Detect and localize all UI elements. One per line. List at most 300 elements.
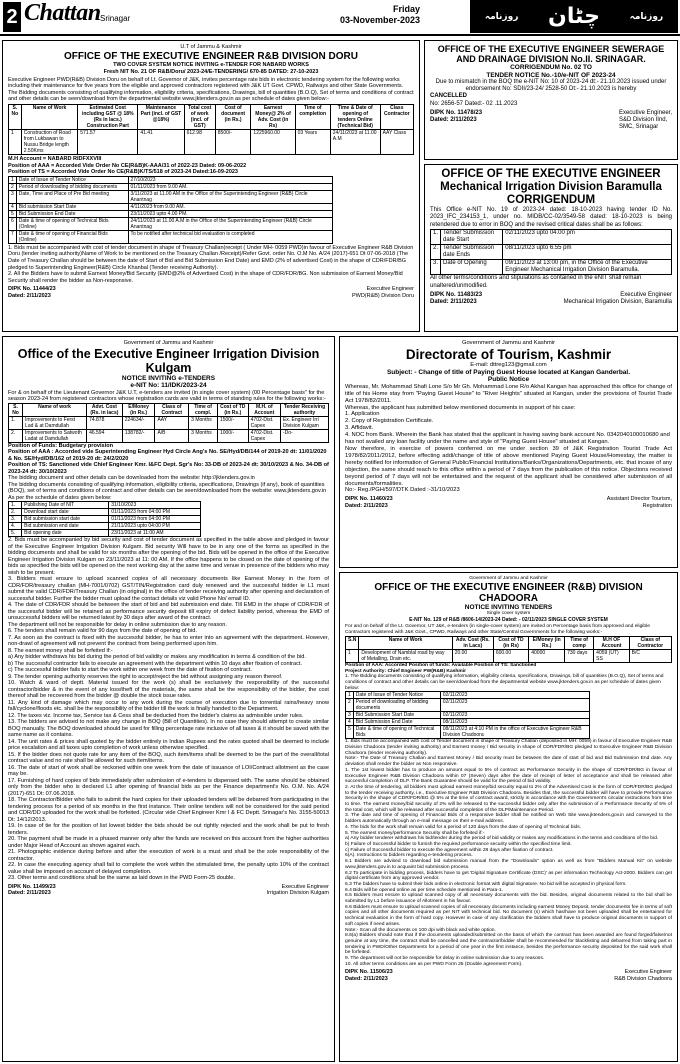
ad4-sign2: Irrigation Division Kulgam	[266, 890, 329, 896]
cell: 4702-Dist. Capex	[248, 429, 280, 442]
cell: 600.00	[493, 649, 528, 662]
th: Cost of document (in Rs.)	[215, 104, 251, 129]
urdu-title: چٹان	[548, 4, 600, 29]
cell: -Do-	[280, 429, 328, 442]
table-row	[9, 217, 333, 230]
cell: 6	[9, 217, 17, 230]
condition: Note:- Scan all the documents on 100 dpi with black and white option.	[345, 927, 496, 933]
cell: Date & time of opening of Technical Bids	[353, 726, 440, 739]
ad6-schedule-table	[345, 691, 590, 739]
cell: Construction of Road from Lukbawan to Nussu Bridge length 2.50Kms	[21, 129, 77, 154]
ad3-subtitle: CORRIGENDUM	[506, 194, 596, 206]
th: Name of Work	[21, 104, 77, 129]
ad6-signature	[345, 969, 672, 982]
table-row	[9, 176, 333, 183]
th: S.N	[346, 636, 359, 649]
cell: Improvements to Ferst Lad & at Damdullah	[23, 416, 87, 429]
table-header	[346, 636, 672, 649]
ad2-body: Due to mismatch in the BOQ the e-NIT No: 10 of 2023-24 dt:- 21.10.2023 issued under endorsement No: SDII/23-24/ 2528-50 Dt:- 21.10.2023 is hereby	[435, 79, 667, 93]
cell: 02/11/2023	[440, 699, 590, 712]
cell: 24/11/2023 at 11.00 A.M in the Office of the Superintending Engineer (R&B) Circle Anantnag	[128, 217, 332, 230]
ad-irrigation-kulgam	[2, 336, 335, 1062]
th: M.H. of Account	[248, 403, 280, 416]
cell: 8500/-	[215, 129, 251, 154]
ad1-aaa: Position of AAA = Accorded Vide Order No CE(R&B)K-AAA/31 of 2022-23 Dated: 09-06-2022	[8, 162, 247, 169]
table-row	[346, 649, 672, 662]
ad4-govt: Government of Jammu and Kashmir	[123, 340, 214, 346]
ad4-dated: Dated: 2/11/2023	[8, 890, 51, 896]
urdu-masthead	[470, 0, 678, 33]
cell: 23/11/2023 upto 4.00 PM.	[128, 210, 332, 217]
ad3-dipk: DIPK No. 11483/23	[430, 292, 483, 299]
masthead	[0, 0, 680, 34]
cell: 5	[346, 726, 354, 739]
list-item: 3. Affidavit.	[345, 425, 374, 432]
cell: 1000/-	[217, 429, 248, 442]
ad1-schedule-table	[8, 176, 333, 244]
ad3-sign2: Mechanical Irrigation Division, Baramulla	[563, 299, 672, 306]
ad3-title: OFFICE OF THE EXECUTIVE ENGINEER Mechanical Irrigation Division Baramulla	[440, 168, 662, 193]
list-item: 2. Copy of Registration Certificate.	[345, 418, 434, 425]
cell: 24/11/2023 at 11.00 A.M	[330, 129, 380, 154]
th: Total cost of work (incl. of GST)	[184, 104, 215, 129]
date: 03-November-2023	[339, 15, 420, 25]
ad3-dates-table	[430, 229, 672, 275]
cell: 612.98	[184, 129, 215, 154]
ad1-subtitle: TWO COVER SYSTEM NOTICE INVITING e-TENDER FOR NABARD WORKS	[113, 61, 309, 68]
cell: 3 Months	[189, 416, 218, 429]
date-block	[300, 4, 420, 26]
table-row	[431, 260, 672, 275]
ad1-title: OFFICE OF THE EXECUTIVE ENGINEER R&B DIVISION DORU	[64, 50, 358, 62]
urdu-sub: روزنامہ	[484, 11, 519, 22]
condition: 8. The earnest money shall be forfeited if:-	[8, 647, 113, 654]
cell: 3.	[431, 260, 441, 275]
th: S. No	[9, 403, 23, 416]
cell: 2	[9, 183, 17, 190]
cell: 3	[9, 190, 17, 203]
cell: Period of downloading of bidding documents	[16, 183, 128, 190]
condition: 1. The 1st lowest bidder has to produce an amount equal to 5% of contract as Performance Security in the shape of CDR/FDR/BG in favour of Executive Engineer R&B Division Chadoora within 07 (Seven) days after the date of receipt of letter of acceptance and shall be released after successful completion of DLP. The Bank Guarantee should be valid for the period of bid validity.	[345, 767, 672, 785]
cell: 03 Years	[295, 129, 330, 154]
ad5-govt: Government of Jammu and Kashmir	[461, 340, 556, 346]
th: Name of Work	[359, 636, 452, 649]
cell: 08/11/2023 upto 6.55 pm	[503, 245, 672, 260]
cell: 21/11/2023 upto 04:00 PM	[109, 523, 200, 530]
table-row	[346, 699, 590, 712]
condition: 4. The date of CDR/FDR should be between the start of bid and bid submission end date. Till EMD in the shape of CDR/FDR of the successful bidder will be retained as performance security deposit till expiry of defect liability period, whereas the EMD of unsuccessful bidders will be returned latest by 30 days after award of the contract.	[8, 602, 329, 621]
condition: 20. The payment shall be made in a phased manner only after the funds are received on this account from the higher authorities under Major Head of Account as shown against each.	[8, 836, 329, 849]
cell: 1	[9, 129, 22, 154]
th: Cost of TD (in Rs)	[493, 636, 528, 649]
table-row	[346, 719, 590, 726]
condition: 6.1 Bidders are advised to download bid submission manual from the "Downloads" option as well as from "Bidders Manual Kit" on website www.jktenders.gov.in to acquaint bid submission process.	[345, 859, 672, 870]
cell: 27/10/2023	[128, 176, 332, 183]
ad5-sign2: Registration	[642, 502, 672, 509]
table-row	[9, 516, 201, 523]
cell: 40000	[529, 649, 565, 662]
ad5-public-notice: Public Notice	[487, 376, 530, 384]
ad1-intro: Executive Engineer PWD(R&B) Division Doru on behalf of Lt. Governor of J&K, invites percentage rate bids in electronic tendering system for the following works including their maintenance for five years from the eligible and approved contractors registered with J&K UT Govt. CPWD, Railways and other State Governments. The Bidding documents consisting of qualifying information, eligibility criteria, specifications, Drawings, bill of quantities (B.O.Q), Set of terms and conditions of contract and other details can be seen/download from the departmental website www.jktenders.gov.in as per schedule of dates given below:-	[8, 76, 414, 103]
condition: a) Any bidder tenderer withdraws his bid/tender during the period of bid validity or makes any modifications in the terms and conditions of the bid.	[345, 836, 659, 842]
cell: 01/11/2023 from 9.00 AM.	[128, 183, 332, 190]
ad3-dated: Dated: 2/11/2023	[430, 299, 477, 306]
condition: 3. Bidders must ensure to upload scanned copies of all necessary documents like Earnest Money in the form of CDR/FDR/treasury challan (MH-7001/0702) GST/TIN/Registration card duly renewed and the successful bidder ie L1 must submit the valid CDR/FDR/Treasury Challan (in original) in the office of tender receiving authority after opening and declaration of successful bidder. Further the bidder must upload the contact details viz valid Phone No/ email ID.	[8, 576, 329, 602]
ad5-signature	[345, 496, 672, 509]
ad6-intro: For and on behalf of the Lt. Governor, UT J&K, e-tenders (in single-cover system) are invited on Percentage basis from approved and eligible Contractors registered with J&K Govt., CPWD, Railways and other State/Central Governments for the following works:-	[345, 624, 650, 636]
ad1-nit: Fresh NIT No. 21 OF R&B/Doru/ 2023-24/E-TENDERING/ 670-85 DATED: 27-10-2023	[103, 69, 319, 76]
ad5-no: No:- Reg./PGH/597/DTK Dated :-31/10/2023	[345, 487, 460, 494]
cell: Tender Submission date Ends	[441, 245, 503, 260]
th: Time & Date of opening of tenders Online (Technical Bid)	[330, 104, 380, 129]
cell: 1225960.00	[251, 129, 295, 154]
condition: 11. Any kind of damage which may occur to any work during the course of execution due to torrential rains/heavy snow fall/cyclone/floods etc. shall be the responsibility of the bidder till the work is finally handed to the Department.	[8, 699, 329, 712]
ad6-auth: Project Authority: Chief Engineer PW(R&B) Kashmir	[345, 668, 467, 674]
cell: 1	[346, 692, 354, 699]
ad5-dated: Dated: 2/11/2023	[345, 502, 388, 509]
table-row	[9, 190, 333, 203]
cell: Publishing Date of NIT	[22, 502, 109, 509]
condition: a) Any bidder withdraws his bid during the period of bid validity or makes any modification in terms & condition of the bid.	[8, 654, 306, 660]
ad4-aaa: Position of AAA : Accorded vide Superintending Engineer Hyd Circle Ang's No. SE/Hyd/DB/144 of 2019-20 dt: 11/01/2020 & No. SE/Hyd/DB/162 of 2019-20 dt: 24/2/2020	[8, 449, 327, 462]
condition: 19. In case of tie for the position of list lowest bidder the bids should be out rightly rejected and the work shall be put to fresh tenders.	[8, 823, 329, 836]
condition: 12. The taxes viz. Income tax, Service tax & Cess shall be deducted from the bidder's claims as admissible under rules.	[8, 712, 304, 719]
condition: 21. Photographic evidence during before and after the execution of work is a must and shall be the sole responsibility of the contractor.	[8, 849, 329, 862]
table-row	[9, 183, 333, 190]
ad1-works-table	[8, 104, 414, 155]
ad6-dated: Dated: 2/11/2023	[345, 975, 388, 982]
th: Class Contractor	[380, 104, 413, 129]
condition: 14. The unit rates & prices shall quoted by the bidder entirely in Indian Rupees and the rates quoted shall be deemed to include price escalation and all taxes upto completion of work unless otherwise specified.	[8, 738, 329, 751]
cell: 4702-Dist. Capex	[248, 416, 280, 429]
ad4-schedule-table	[8, 501, 201, 537]
ad2-sign3: SMC, Srinagar	[618, 123, 659, 130]
ad4-dipk: DIPK No. 11499/23	[8, 883, 56, 890]
ad2-cancelled: CANCELLED	[430, 93, 467, 100]
table-row	[431, 230, 672, 245]
ad4-ts: Position of TS: Sanctioned vide Chief Engineer Kmr. I&FC Dept. Sgr's No: 33-DB of 2023-24 dt: 30/10/2023 & No. 34-DB of 2023-24 dt: 30/10/2023	[8, 462, 329, 475]
ad6-works-table	[345, 636, 672, 663]
cell: 571.57	[78, 129, 138, 154]
cell: To be notified after technical bid evaluation is completed	[128, 230, 332, 243]
cell: 3.	[9, 516, 22, 523]
table-row	[431, 245, 672, 260]
th: Earnest Money@ 2% of Adv. Cost (in Rs)	[251, 104, 295, 129]
ad2-subtitle: CORRIGENDUM No. 02 TO	[510, 64, 592, 71]
ad1-table-header	[9, 104, 414, 129]
cell: 01/11/2023 from 04:00 PM	[109, 516, 200, 523]
ad4-sign1: Executive Engineer	[281, 883, 329, 890]
cell: 41.41	[138, 129, 184, 154]
th: E/Money (in Rs.)	[122, 403, 155, 416]
table-row	[9, 502, 201, 509]
ad1-note2: 2. All the Bidders have to submit Earnest Money/Bid Security (EMD@2% of Advertised Cost) in the shape of CDR/FDR/BG. Non submission of Earnest Money/Bid Security shall render the bidder as Non-responsive.	[8, 271, 403, 284]
cell: 31/10/2023	[109, 502, 200, 509]
cell: 3	[346, 712, 354, 719]
ad4-title: Office of the Executive Engineer Irrigation Division Kulgam	[17, 346, 320, 375]
cell: 2	[346, 699, 354, 712]
cell: Date of Issue of Tender Notice	[16, 176, 128, 183]
cell: 4059 (UT) SS	[594, 649, 630, 662]
ad2-dated: Dated: 2/11/2023	[430, 116, 477, 123]
cell: 5	[9, 210, 17, 217]
ad2-sign2: S&D Division IInd,	[618, 116, 668, 123]
page-number: 2	[3, 2, 21, 32]
ad3-body: This Office e-NIT No. 19 of 2023-24 dated: 18-10-2023 having tender ID No. 2023_IFC_234153_1, under no. MIDB/CC-02/3549-58 dated: 18-10-2023 is being retendered due to error in BOQ and the revised critical dates shall be as follows:	[430, 207, 672, 228]
ad4-sched-intro: As per the schedule of dates given below:	[8, 494, 112, 501]
condition: b) Failure of Successful bidder to furnish the required performance security within the specified time limit.	[345, 841, 572, 847]
condition: 23. Other terms and conditions shall be the same as laid down in the PWD Form-25 double.	[8, 875, 235, 881]
th: Adv. Cost (Rs. in Lacs)	[452, 636, 493, 649]
ad5-email: E-mail: dttreg123@gmail.com	[470, 361, 547, 368]
cell: 4	[9, 203, 17, 210]
cell: 3 Months	[189, 429, 218, 442]
ad2-sign1: Executive Engineer,	[618, 109, 672, 116]
ad6-p1: 1. The Bidding documents consisting of qualifying information, eligibility criteria, specifications, Drawings, bill of quantities (B.O.Q), Set of terms and conditions of contract and other details can be seen/download from the departmental website www.jktenders.gov.in as per schedule of dates given below:	[345, 674, 664, 691]
ad5-p3: Now therefore, in exercise of powers conferred on me under section 39 of J&K Registration Tourist Trade Act 1978/82/2011/2012, before effecting addi/change of title of above mentioned Paying Guest House/Homestay, the matter is hereby notified for information of General Public/Financial Institutions/Banks/Organizations/Departments, etc. that incase of any objection, the same should reach to this office within a period of 7 days from the publication of this notice. Objections received beyond period of 7 days will not be entertained and the request of the applicant shall be considered after submission of all documents/formalities.	[345, 445, 672, 487]
cell: Date of Issue of Tender Notice	[353, 692, 440, 699]
cell: 5.	[9, 530, 22, 537]
cell: Ex. Engineer Irri Division Kulgam	[280, 416, 328, 429]
ad5-doc-list	[345, 411, 672, 446]
table-row	[9, 429, 329, 442]
ad1-dipk: DIPK No. 11444/23	[8, 286, 56, 293]
cell: 1	[9, 176, 17, 183]
table-row	[346, 692, 590, 699]
ad6-sign1: Executive Engineer	[624, 969, 672, 976]
condition: 6. The tenders shall remain valid for 90 days from the date of opening of bid.	[8, 628, 197, 634]
cell: 02/11/2023	[440, 712, 590, 719]
cell: B/C	[629, 649, 671, 662]
condition: 15. If the bidder does not quote rate for any item of the BOQ, such item/items shall be deemed to be the part of the overall/total contract value and no rate shall be allowed for such item/items.	[8, 751, 329, 764]
ad2-no: No: 2656-57 Dated:- 02 .11.2023	[430, 100, 518, 107]
th: M.H OF Account	[594, 636, 630, 649]
list-item: 1. Application	[345, 411, 380, 418]
condition: 6.3 The bidders have to submit their bids online in electronic format with digital Signature. No bid will be accepted in physical form.	[345, 881, 627, 887]
table-row	[9, 203, 333, 210]
th: Time of compl.	[189, 403, 218, 416]
ad2-signature	[430, 110, 672, 131]
day: Friday	[392, 4, 420, 14]
cell: AAY Class	[380, 129, 413, 154]
th: Class of Contract	[155, 403, 189, 416]
ad6-sub2: Single cover system	[486, 611, 531, 617]
ad-sewerage-corrigendum	[424, 40, 678, 160]
condition: 3. The date and time of opening of Financial Bids of a responsive bidder shall be notified on Web Site www.jktenders.gov.in and conveyed to the bidders automatically through an e-mail message on their e-mail address.	[345, 813, 672, 825]
ad6-govt: Government of Jammu and Kashmir	[469, 576, 548, 581]
condition: 13. The bidders are advised to not make any change in BOQ (Bill of Quantities). In no case they should attempt to create similar BOQ manually. The BOQ downloaded should be used for filling percentage rate inclusive of all taxes & it should be saved with the same name as it contains.	[8, 719, 329, 738]
ad4-intro: For & on behalf of the Lieutenant Governor J&K U.T, e-tenders are invited (in single cover system) (00 Percentage basis" for the season 2023-24 from registered contractors whose registration cards are valid in terms of standing rules for the following works:-	[8, 389, 326, 402]
cell: 1.	[9, 502, 22, 509]
cell: A/B	[155, 429, 189, 442]
ad-mechanical-irrigation	[424, 164, 678, 332]
condition: 6(A). Instructions to bidders regarding e-tendering process.	[345, 853, 473, 859]
table-row	[346, 712, 590, 719]
condition: 4. The bids for the work shall remain valid for a period of 120 days from the date of opening of Technical bids.	[345, 824, 582, 830]
cell: Date of Opening	[441, 260, 503, 275]
ad6-conditions	[345, 739, 672, 967]
brand-sub: Srinagar	[100, 14, 131, 23]
table-row	[9, 416, 329, 429]
cell: 08/11/2023	[440, 719, 590, 726]
condition: 17. Furnishing of hard copies of bids immediately after submission of e-tenders is dispensed with. The same should be obtained only from the bidder who is declared L1 after opening of financial bids as per the Finance department's No. O.M. No. A/24 (2017)-651 Dt: 07.06.2018.	[8, 777, 329, 797]
ad6-sign2: R&B Division Chadoora	[614, 975, 672, 982]
condition: 6.2 To participate in bidding process, bidders have to get 'Digital Signature Certificate (DSC)' as per information Technology Act-2000. Bidders can get digital certificate from any approved vendor.	[345, 870, 672, 882]
condition: 7. As soon as the contract is fixed with the successful bidder, he has to enter into an agreement with the department. However, non-drawl of agreement will not prevent the contract from being performed upon him.	[8, 634, 329, 647]
ad6-subtitle: NOTICE INVITING TENDERS	[464, 603, 553, 611]
cell: 02/11/2023 upto 04.00 pm	[503, 230, 672, 245]
condition: c) Failure of Successful bidder to execute the agreement within 28 days after fixation of contract.	[345, 847, 554, 853]
cell: Download start date	[22, 509, 109, 516]
ad3-signature	[430, 292, 672, 306]
cell: Date & time of opening of Financial Bids (Online)	[16, 230, 128, 243]
ad2-dipk: DIPK No. 11478/23	[430, 109, 483, 116]
cell: Bid Submission End Date	[16, 210, 128, 217]
cell: 3/11/2023 at 11.00 AM in the Office of the Superintending Engineer (R&B) Circle Anantnag	[128, 190, 332, 203]
condition: Note:- The Date of Treasury Challan and Earnest Money / Bid security must be between the date of start of bid and Bid Submission End date. Any deviation shall render the bidder as Non responsive.	[345, 756, 672, 768]
ad-tourism	[339, 336, 678, 568]
ad4-para3: The bidding documents consisting of qualifying information, eligibility criteria, specifications, Drawings (if any), book of quantities (BOQ), set of terms and conditions of contract and other details can be seen/downloaded from the website: www.jktenders.gov.in	[8, 481, 327, 494]
ad5-subject: Subject: - Change of title of Paying Guest House located at Kangan Ganderbal.	[386, 368, 631, 376]
cell: 2.	[431, 245, 441, 260]
condition: b) The successful contractor fails to execute an agreement with the department within 10 days after fixation of contract.	[8, 660, 303, 667]
condition: 9. The department will not be responsible for delay in online submission due to any reasons.	[345, 956, 545, 962]
th: Name of work	[23, 403, 87, 416]
cell: 20.00	[452, 649, 493, 662]
cell: Bid submission end date	[22, 523, 109, 530]
ad4-subtitle: NOTICE INVITING e-TENDERS	[121, 374, 216, 382]
ad1-sign1: Executive Engineer	[366, 286, 414, 293]
cell: 4/11/2023 from 9.00 AM.	[128, 203, 332, 210]
condition: 16. The date of start of work shall be reckoned within one week from the date of issuance of LOI/Contract allotment as the case may be.	[8, 764, 329, 777]
ad5-dipk: DIPK No. 11460/23	[345, 496, 393, 503]
ad5-sign1: Assistant Director Tourism,	[606, 496, 672, 503]
ad-rb-chadoora	[339, 572, 678, 1062]
condition: 10. All other terms conditions are as per PWD Form 25 (Double agreement Form).	[345, 961, 523, 967]
ad6-title: OFFICE OF THE EXECUTIVE ENGINEER (R&B) DIVISION CHADOORA	[374, 581, 643, 604]
table-row	[346, 726, 590, 739]
cell: 138782/-	[122, 429, 155, 442]
th: Estimated Cost including GST @ 18% (Rs in lacs.) Construction Part	[78, 104, 138, 129]
cell: Bid opening date	[22, 530, 109, 537]
cell: Date, Time and Place of Pre Bid meeting	[16, 190, 128, 203]
ad6-dipk: DIPK No. 11506/23	[345, 969, 393, 976]
condition: c) The successful bidder fails to start the work within one week from the date of fixation of contract.	[8, 667, 252, 673]
condition: 2. Bids must be accompanied by bid security and cost of tender document as specified in the table above and pledged in favour of the Executive Engineer Irrigation Division Kulgam. Bid security Will have to be in any one of the forms as specified in the bidding documents and shall be valid for six months after the opening of the bid. Bids will be opened in the office of the Executive Engineer Irrigation Division Kulgam on 23/11/2023 at 11: 00 AM. If the office happens to be closed on the date of opening of the bids as specified the bids will be opened on the next working day at the same time and venue in presence of the bidders who may wish to be present.	[8, 537, 329, 576]
ad6-nit: E-NIT No. 129 of R&B /8606-14/2023-24 Dated: - 02/11/2023 SINGLE COVER SYSTEM	[409, 616, 608, 623]
ad1-ma: M.H Account = NABARD RIDFXXVIII	[8, 155, 102, 162]
masthead-rule	[0, 34, 680, 36]
cell: Bid Submission Start Date	[353, 712, 440, 719]
th: Advt. Cost (Rs. in lacs)	[87, 403, 123, 416]
condition: 6.4 Bids will be opened online as per time schedule mentioned in Para-1.	[345, 887, 503, 893]
cell: 730 days	[565, 649, 594, 662]
table-row	[9, 230, 333, 243]
ad4-conditions	[8, 537, 329, 882]
ad4-para2: The bidding document and other details can be downloaded from the website: http://jktenders.gov.in	[8, 475, 255, 481]
cell: 4.	[9, 523, 22, 530]
cell: 74.878	[87, 416, 123, 429]
brand-logo: Chattan	[24, 0, 101, 26]
condition: 6.6 Bidders must ensure to upload scanned copies of all necessary documents including earnest Money Deposit, tender documents fee in terms of soft copies and all other documents required as per NIT with technical bid. No document (s) which has/have not been uploaded shall be entertained for technical evaluation in the form of hard copy. However in case of any clarification the bidders shall have to produce original documents in support of soft copies if need arises.	[345, 904, 672, 927]
condition: 8.6(a) Bidders should note that if the documents uploaded/submitted on the basis of which the contract has been awarded are found forged/false/not genuine at any time, the contract shall be cancelled and the contractor/bidder shall be recommended for blacklisting and debarred from taking part in tendering in PWD/Other Departments for a period of one year in the first instance, besides the performance security deposited for the said work shall be forfeited.	[345, 933, 672, 956]
table-header	[9, 403, 329, 416]
ad4-nit: e-NIT No: 11/IDK/2023-24	[130, 382, 207, 389]
th: S. No	[9, 104, 22, 129]
cell: Improvements to Satwoth Ladat at Damdullah	[23, 429, 87, 442]
ad4-funds: Position of Funds: Budgetary provision	[8, 442, 114, 449]
ad5-p2: Whereas, the applicant has submitted below mentioned documents in support of his case:	[345, 404, 576, 411]
condition: 9. The tender opening authority reserves the right to accept/reject the bid without assigning any reason thereof.	[8, 673, 283, 680]
ad1-note1: 1. Bids must be accompanied with cost of tender document in shape of Treasury Challan(receipt ( Under MH- 0059 PWD)in favour of Executive Engineer R&B Division Doru (tender inviting authority)Name of Work to be mentioned on the Treasury Challan /Receipt)/Refer Govt. order No. O.M No. A/24 (2017)-651 Dt 07-06-2018 (The Date of Treasury Challan should be between the date of Start of Bid and Bid Submission End Date) and EMD (2% of advertised Cost) in the shape of CDR/FDR/BG pledged to Superintending Engineer(R&B) Circle Khanbal (Tender receiving Authority).	[8, 244, 414, 271]
cell: Period of downloading of bidding documents	[353, 699, 440, 712]
cell: 23/11/2023 at 11:00 AM	[109, 530, 200, 537]
cell: 08/11/2023 at 4:10 PM in the office of Executive Engineer R&B Division Chadoora	[440, 726, 590, 739]
ad5-p1: Whereas, Mr. Mohammad Shafi Lone S/o Mr Gh. Mohammad Lone R/o Akhal Kangan has approached this office for change of title of his Home stay from "Paying Guest House" to "River Heights" situated at Kangan, under the provisions of Tourist Trade Act 1978/82/2011.	[345, 383, 672, 404]
table-row	[9, 530, 201, 537]
cell: 46.594	[87, 429, 123, 442]
cell: 1500/-	[217, 416, 248, 429]
condition: 1. Bids must be accompanied with cost of Tender document in shape of Treasury Challan (deposited in MH: 0059) in favour of Executive Engineer R&B Division Chadoora (tender inviting authority) and Earnest money / Bid security in shape of CDR/FDR/BG pledged to Executive Engineer R&B Division Chadoora (tender receiving authority).	[345, 739, 672, 756]
ad4-signature	[8, 884, 329, 897]
cell: Development of Namblal road by way of Metalling, Drain etc.	[359, 649, 452, 662]
th: Time of comp	[565, 636, 594, 649]
ad1-govt: U.T of Jammu & Kashmir	[180, 44, 242, 50]
condition: 2. At the time of tendering, all bidders must upload earnest money/bid security equal to 2% of the Advertised Cost in the form of CDR/FDR/BG pledged to the tender receiving authority, i.e., Executive Engineer R&B Division Chadoora. Besides that, the successful bidder will have to provide Performance Security in the shape of CDR/FDR/BG @ 5% at the time of contract award, strictly in accordance with the Government's circular instructions from time to time. The earnest money/bid security of 2% will be released to the successful bidder only after the submission of a Performance Security of 5% of the total cost, which will be released after successful completion of the DLP/Maintenance Period.	[345, 784, 672, 813]
cell: 09/11/2023 at 13:00 pm, in the Office of the Executive Engineer Mechanical Irrigation Division Baramulla.	[503, 260, 672, 275]
cell: 01/11/2023 from 04:00 PM	[109, 509, 200, 516]
ad1-sign2: PWD(R&B) Division Doru	[351, 292, 414, 299]
condition: 18. The Contractor/Bidder who fails to submit the hard copies for their uploaded tenders will be debarred from participating in the tendering process for a period of six months in the first instance. Their online tenders will not be considered for the said period and CDR/DD uploaded for the work shall be forfeited. (Circular vide Chief Engineer Kmr I & FC Deptt. Srinagar's No. 3155-50013 Dt: 14/12/2013.	[8, 797, 329, 823]
table-row	[9, 210, 333, 217]
condition: 22. In case the executing agency shall fail to complete the work within the stimulated time, the penalty upto 10% of the contract value shall be imposed on account of delayed completion.	[8, 862, 329, 875]
cell: 4	[346, 719, 354, 726]
ad1-signature	[8, 286, 414, 299]
list-item: 4. NOC from Bank. Wherein the Bank has stated that the applicant is having saving bank account No. 0342040100010680 and has not availed any loan facility under the name and style of "Paying Guest House" situated at Kangan.	[345, 432, 670, 446]
th: Time of completion	[295, 104, 330, 129]
ad-rb-doru	[2, 40, 420, 332]
cell: 02/11/2023	[440, 692, 590, 699]
cell: AAY	[155, 416, 189, 429]
ad3-footer: All other terms/conditions and stipulations as contained in the eNIT shall remain unaltered/unmodified.	[430, 275, 642, 289]
condition: 10. Watch & ward of deptt. Material issued for the work (s) shall be exclusively the responsibility of the successful contractor/bidder & in the event of any loss/theft of the materials, the same shall be the responsibility of the bidder, the cost thereof shall be recovered from the bidder @ double the stock issue rates.	[8, 680, 329, 699]
cell: 7	[9, 230, 17, 243]
cell: 1	[346, 649, 359, 662]
th: Tender Receiving authority	[280, 403, 328, 416]
th: E/Money (in Rs.)	[529, 636, 565, 649]
cell: Bid submission Start Date	[16, 203, 128, 210]
ad6-pos: Position of AAA: Accorded Position of funds: Available Position of TS: Sanctioned	[345, 662, 537, 668]
cell: Bid Submission End Date	[353, 719, 440, 726]
condition: The department will not be responsible for delay in online submission due to any reason.	[8, 621, 227, 628]
cell: Date & time of opening of Technical Bids (Online)	[16, 217, 128, 230]
table-row	[9, 509, 201, 516]
th: Cost of TD (in Rs.)	[217, 403, 248, 416]
th: Class of Contractor	[629, 636, 671, 649]
table-row	[9, 523, 201, 530]
cell: Tender Submission date Start	[441, 230, 503, 245]
cell: 2.	[9, 429, 23, 442]
condition: 6.5 Bidders must ensure to upload scanned copy of all necessary documents with the bid. Besides, original documents related to the bid shall be submitted by L1 before issuance of Allotment in his favour.	[345, 893, 672, 905]
ad1-ts: Position of TS = Accorded Vide Order No CE(R&B)K/TS/518 of 2023-24 Dated:16-09-2023	[8, 169, 238, 176]
cell: Bid submission start date	[22, 516, 109, 523]
urdu-sub-2: روزنامہ	[629, 11, 664, 22]
ad4-works-table	[8, 403, 329, 443]
cell: 1.	[431, 230, 441, 245]
ad2-notice: TENDER NOTICE No.-10/e-NIT OF 2023-24	[486, 71, 616, 79]
condition: 5. The earnest money/performance Security shall be forfeited if:-	[345, 830, 485, 836]
th: Maintenance Part (incl. of GST @18%)	[138, 104, 184, 129]
